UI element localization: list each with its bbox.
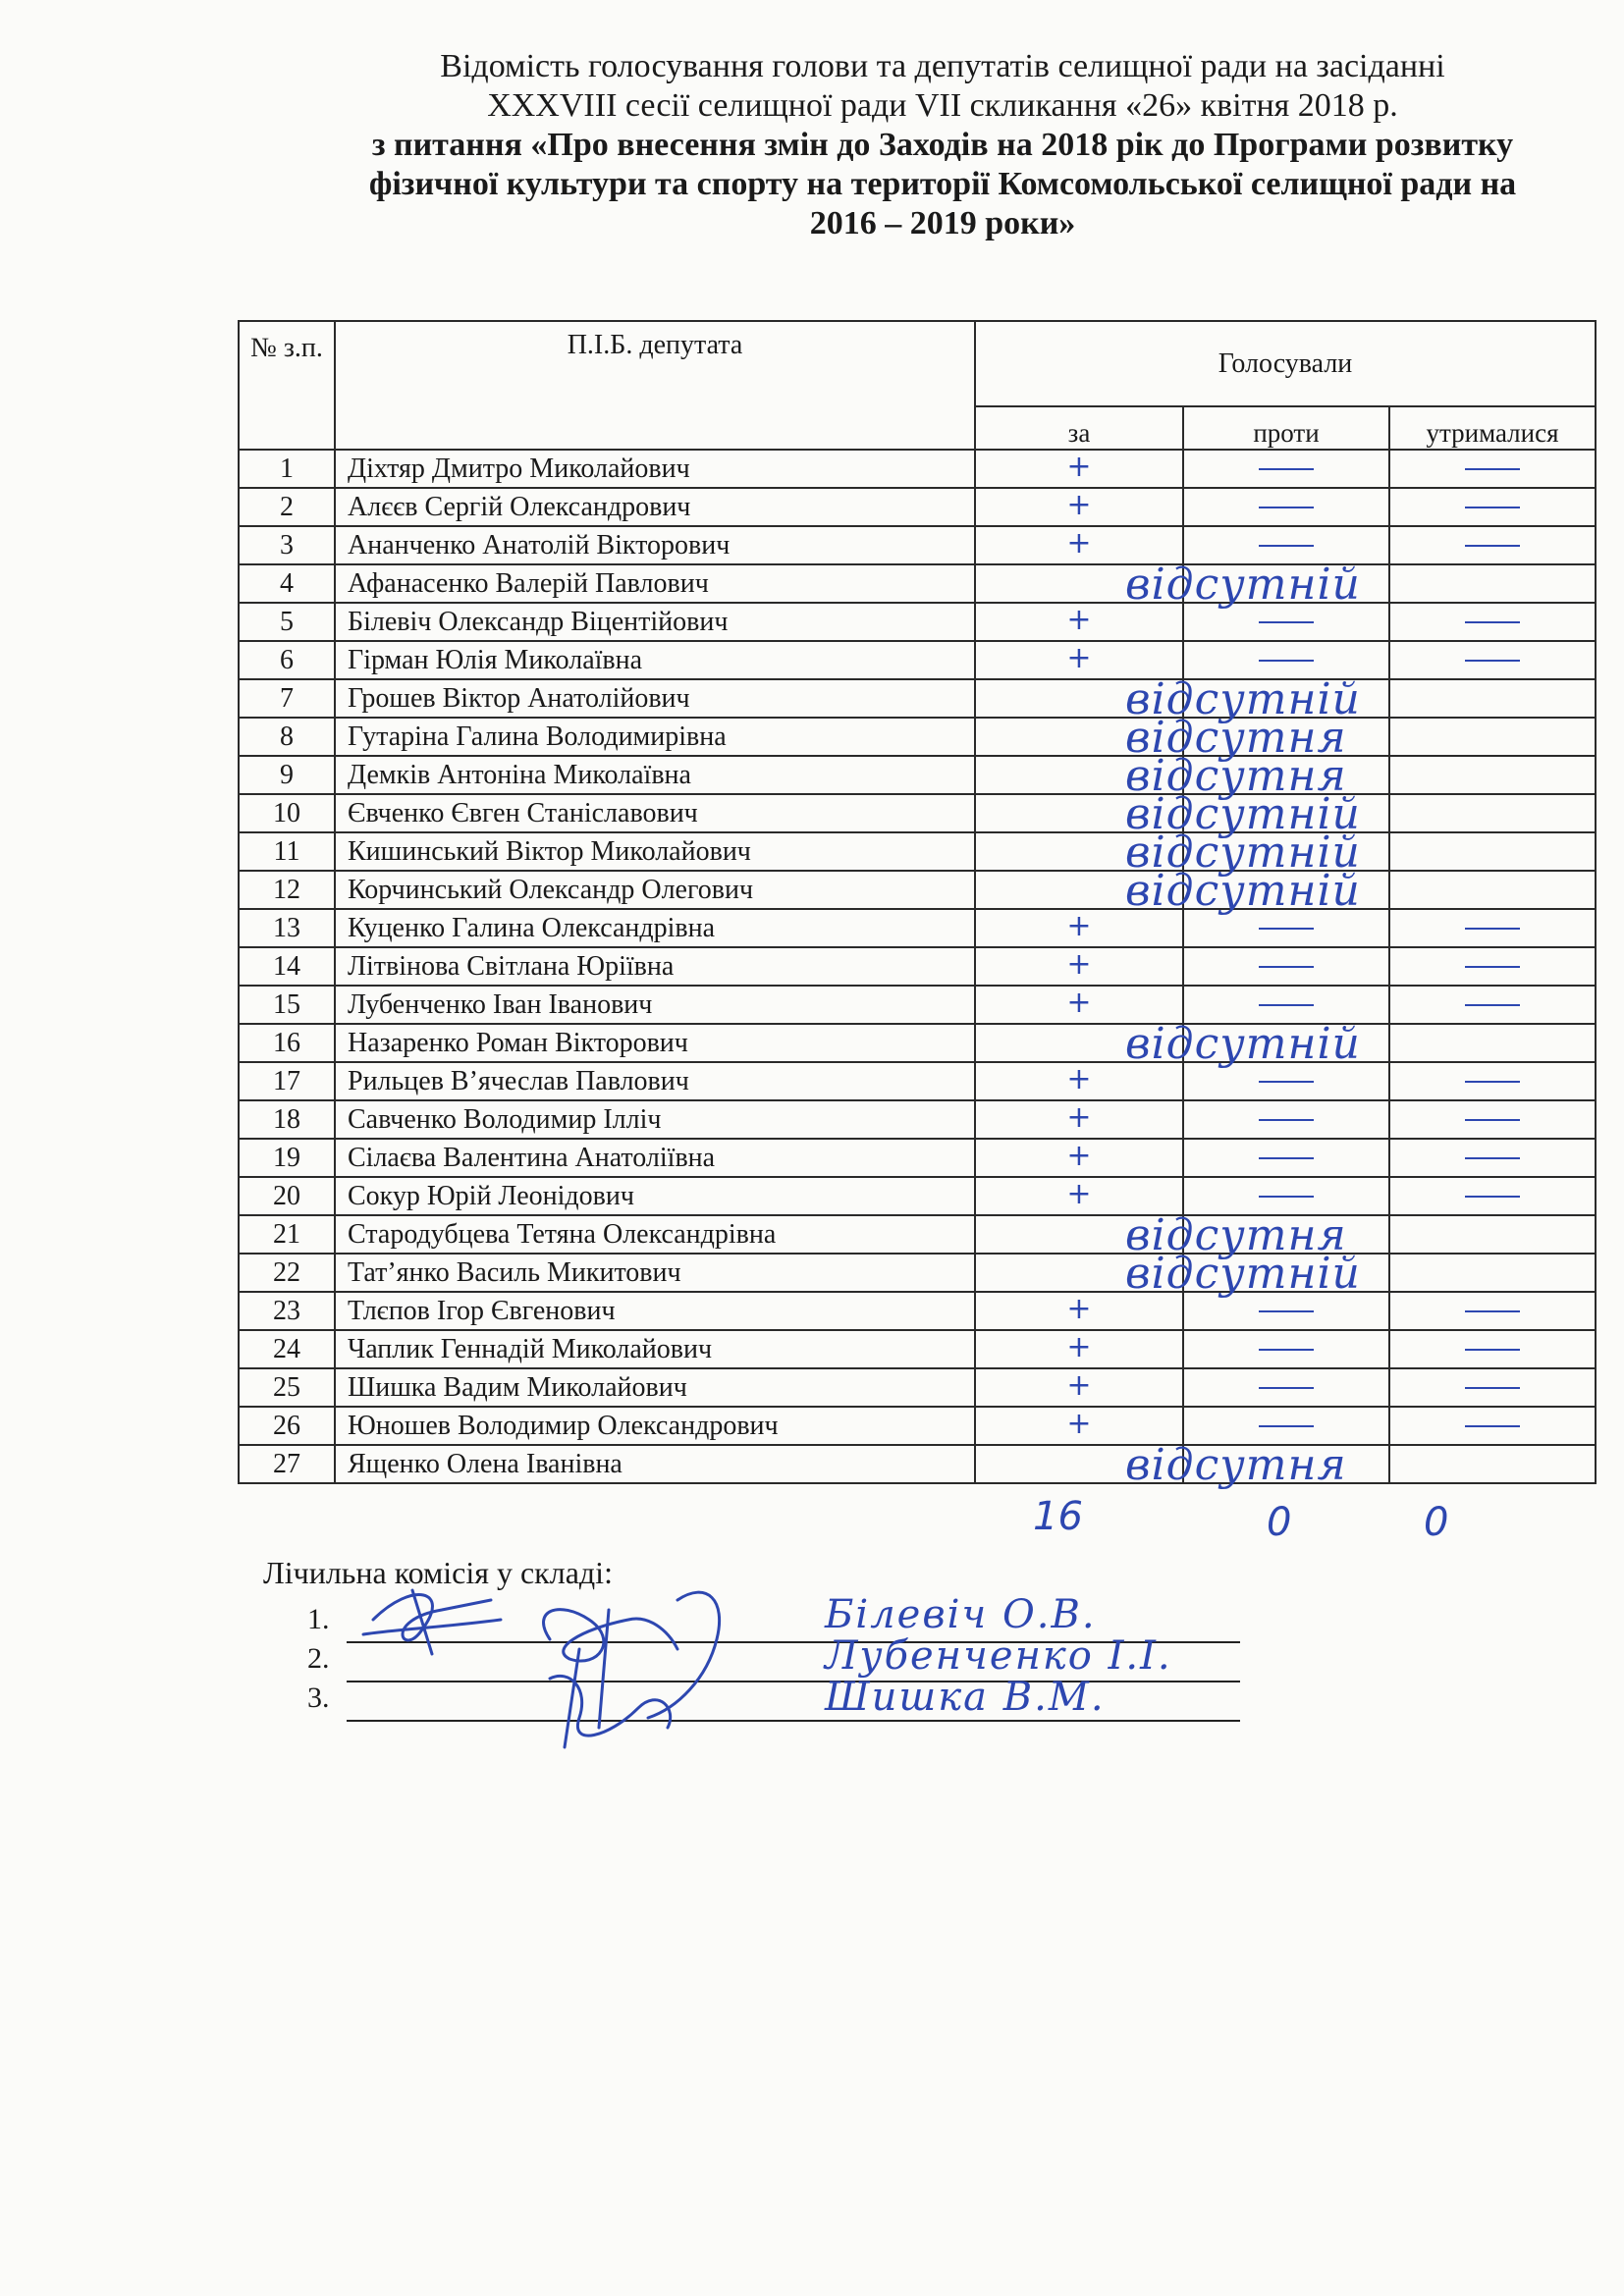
row-number: 26 bbox=[239, 1407, 335, 1445]
handwritten-dash-mark bbox=[1259, 1196, 1314, 1198]
row-number: 2 bbox=[239, 488, 335, 526]
vote-cell-za bbox=[975, 641, 1183, 679]
header-line-3: з питання «Про внесення змін до Заходів на 2018 рік до Програми розвитку bbox=[371, 127, 1514, 163]
vote-cell-za bbox=[975, 986, 1183, 1024]
handwritten-plus-mark: + bbox=[1066, 450, 1092, 484]
vote-cell-proty bbox=[1183, 1100, 1389, 1139]
handwritten-absent-note: відсутній bbox=[1125, 1249, 1361, 1299]
document-header bbox=[285, 47, 1600, 243]
row-number: 7 bbox=[239, 679, 335, 718]
deputy-name: Корчинський Олександр Олегович bbox=[335, 871, 975, 909]
table-row bbox=[239, 947, 1596, 986]
deputy-name: Афанасенко Валерій Павлович bbox=[335, 564, 975, 603]
handwritten-absent-note: відсутній bbox=[1125, 1019, 1361, 1069]
vote-cell-utrymalysia bbox=[1389, 1254, 1596, 1292]
handwritten-plus-mark: + bbox=[1066, 1368, 1092, 1403]
table-row bbox=[239, 718, 1596, 756]
row-number: 14 bbox=[239, 947, 335, 986]
handwritten-dash-mark bbox=[1259, 1119, 1314, 1121]
vote-cell-za bbox=[975, 1019, 1361, 1069]
handwritten-dash-mark bbox=[1465, 507, 1520, 508]
row-number: 18 bbox=[239, 1100, 335, 1139]
deputy-name: Тат’янко Василь Микитович bbox=[335, 1254, 975, 1292]
row-number: 6 bbox=[239, 641, 335, 679]
vote-cell-za bbox=[975, 789, 1361, 839]
deputy-name: Юношев Володимир Олександрович bbox=[335, 1407, 975, 1445]
vote-cell-proty bbox=[1183, 794, 1389, 832]
handwritten-plus-mark: + bbox=[1066, 1407, 1092, 1441]
vote-cell-proty bbox=[1183, 832, 1389, 871]
deputy-name: Савченко Володимир Ілліч bbox=[335, 1100, 975, 1139]
deputy-name: Сокур Юрій Леонідович bbox=[335, 1177, 975, 1215]
vote-cell-proty bbox=[1183, 1139, 1389, 1177]
vote-cell-za bbox=[975, 1292, 1183, 1330]
handwritten-dash-mark bbox=[1465, 1157, 1520, 1159]
row-number: 15 bbox=[239, 986, 335, 1024]
table-row bbox=[239, 1139, 1596, 1177]
table-row bbox=[239, 986, 1596, 1024]
handwritten-dash-mark bbox=[1259, 1157, 1314, 1159]
total-za: 16 bbox=[1033, 1494, 1083, 1539]
vote-cell-za bbox=[975, 1440, 1347, 1490]
vote-cell-utrymalysia bbox=[1389, 679, 1596, 718]
handwritten-dash-mark bbox=[1465, 966, 1520, 968]
total-utrymalysia: 0 bbox=[1424, 1500, 1449, 1545]
handwritten-absent-note: відсутній bbox=[1125, 560, 1361, 610]
row-number: 22 bbox=[239, 1254, 335, 1292]
handwritten-plus-mark: + bbox=[1066, 909, 1092, 943]
deputy-name: Сілаєва Валентина Анатоліївна bbox=[335, 1139, 975, 1177]
row-number: 11 bbox=[239, 832, 335, 871]
vote-cell-proty bbox=[1183, 1254, 1389, 1292]
vote-cell-proty bbox=[1183, 1062, 1389, 1100]
vote-cell-za bbox=[975, 828, 1361, 878]
table-row bbox=[239, 1100, 1596, 1139]
handwritten-dash-mark bbox=[1465, 621, 1520, 623]
handwritten-absent-note: відсутня bbox=[1125, 751, 1347, 801]
table-row bbox=[239, 1445, 1596, 1483]
table-row bbox=[239, 488, 1596, 526]
handwritten-dash-mark bbox=[1465, 1310, 1520, 1312]
deputy-name: Літвінова Світлана Юріївна bbox=[335, 947, 975, 986]
vote-cell-za bbox=[975, 488, 1183, 526]
deputy-name: Євченко Євген Станіславович bbox=[335, 794, 975, 832]
handwritten-plus-mark: + bbox=[1066, 1177, 1092, 1211]
vote-cell-utrymalysia bbox=[1389, 526, 1596, 564]
handwritten-dash-mark bbox=[1465, 928, 1520, 930]
column-header-name: П.І.Б. депутата bbox=[335, 321, 975, 450]
vote-cell-proty bbox=[1183, 1407, 1389, 1445]
handwritten-plus-mark: + bbox=[1066, 1292, 1092, 1326]
header-line-2: XXXVIII сесії селищної ради VII скликання «26» квітня 2018 р. bbox=[487, 87, 1398, 124]
vote-cell-utrymalysia bbox=[1389, 1215, 1596, 1254]
handwritten-plus-mark: + bbox=[1066, 1062, 1092, 1096]
handwritten-plus-mark: + bbox=[1066, 488, 1092, 522]
vote-cell-za bbox=[975, 1139, 1183, 1177]
handwritten-dash-mark bbox=[1259, 545, 1314, 547]
vote-cell-za bbox=[975, 674, 1361, 724]
deputy-name: Ященко Олена Іванівна bbox=[335, 1445, 975, 1483]
vote-cell-za bbox=[975, 603, 1183, 641]
vote-cell-proty bbox=[1183, 1024, 1389, 1062]
vote-cell-proty bbox=[1183, 526, 1389, 564]
header-line-4: фізичної культури та спорту на території Комсомольської селищної ради на bbox=[368, 166, 1517, 202]
table-row bbox=[239, 564, 1596, 603]
handwritten-plus-mark: + bbox=[1066, 526, 1092, 561]
vote-cell-utrymalysia bbox=[1389, 1139, 1596, 1177]
vote-cell-utrymalysia bbox=[1389, 756, 1596, 794]
table-row bbox=[239, 526, 1596, 564]
row-number: 4 bbox=[239, 564, 335, 603]
deputy-name: Діхтяр Дмитро Миколайович bbox=[335, 450, 975, 488]
vote-cell-za bbox=[975, 866, 1361, 916]
row-number: 1 bbox=[239, 450, 335, 488]
vote-cell-utrymalysia bbox=[1389, 1292, 1596, 1330]
deputy-name: Шишка Вадим Миколайович bbox=[335, 1368, 975, 1407]
row-number: 5 bbox=[239, 603, 335, 641]
deputy-name: Ананченко Анатолій Вікторович bbox=[335, 526, 975, 564]
vote-cell-za bbox=[975, 560, 1361, 610]
vote-cell-utrymalysia bbox=[1389, 794, 1596, 832]
vote-cell-utrymalysia bbox=[1389, 909, 1596, 947]
table-row bbox=[239, 909, 1596, 947]
handwritten-dash-mark bbox=[1259, 1310, 1314, 1312]
handwritten-dash-mark bbox=[1259, 507, 1314, 508]
table-row bbox=[239, 1062, 1596, 1100]
vote-cell-utrymalysia bbox=[1389, 1100, 1596, 1139]
table-row bbox=[239, 1254, 1596, 1292]
vote-totals bbox=[0, 1494, 1624, 1553]
row-number: 21 bbox=[239, 1215, 335, 1254]
deputy-name: Кишинський Віктор Миколайович bbox=[335, 832, 975, 871]
deputy-name: Демків Антоніна Миколаївна bbox=[335, 756, 975, 794]
handwritten-dash-mark bbox=[1259, 966, 1314, 968]
row-number: 10 bbox=[239, 794, 335, 832]
vote-cell-utrymalysia bbox=[1389, 1368, 1596, 1407]
vote-cell-proty bbox=[1183, 871, 1389, 909]
handwritten-absent-note: відсутня bbox=[1125, 1210, 1347, 1260]
vote-cell-za bbox=[975, 909, 1183, 947]
header-line-1: Відомість голосування голови та депутатів селищної ради на засіданні bbox=[440, 48, 1445, 84]
handwritten-dash-mark bbox=[1465, 1119, 1520, 1121]
handwritten-dash-mark bbox=[1465, 1387, 1520, 1389]
handwritten-dash-mark bbox=[1259, 1004, 1314, 1006]
row-number: 3 bbox=[239, 526, 335, 564]
deputy-name: Грошев Віктор Анатолійович bbox=[335, 679, 975, 718]
row-number: 12 bbox=[239, 871, 335, 909]
vote-cell-za bbox=[975, 1368, 1183, 1407]
vote-cell-utrymalysia bbox=[1389, 450, 1596, 488]
table-row bbox=[239, 1407, 1596, 1445]
deputy-name: Лубенченко Іван Іванович bbox=[335, 986, 975, 1024]
handwritten-dash-mark bbox=[1465, 1425, 1520, 1427]
handwritten-plus-mark: + bbox=[1066, 1100, 1092, 1135]
handwritten-dash-mark bbox=[1465, 1349, 1520, 1351]
table-row bbox=[239, 794, 1596, 832]
vote-cell-proty bbox=[1183, 1445, 1389, 1483]
commission-title: Лічильна комісія у складі: bbox=[263, 1555, 613, 1590]
deputy-name: Чаплик Геннадій Миколайович bbox=[335, 1330, 975, 1368]
deputy-name: Гутаріна Галина Володимирівна bbox=[335, 718, 975, 756]
row-number: 8 bbox=[239, 718, 335, 756]
vote-cell-za bbox=[975, 450, 1183, 488]
vote-cell-za bbox=[975, 1210, 1347, 1260]
commission-member-1-number: 1. bbox=[307, 1603, 330, 1635]
vote-cell-utrymalysia bbox=[1389, 1445, 1596, 1483]
column-header-utrymalysia: утрималися bbox=[1389, 406, 1596, 450]
vote-cell-utrymalysia bbox=[1389, 564, 1596, 603]
row-number: 16 bbox=[239, 1024, 335, 1062]
vote-cell-proty bbox=[1183, 450, 1389, 488]
header-line-5: 2016 – 2019 роки» bbox=[809, 205, 1076, 241]
handwritten-dash-mark bbox=[1259, 928, 1314, 930]
row-number: 9 bbox=[239, 756, 335, 794]
vote-cell-proty bbox=[1183, 1330, 1389, 1368]
row-number: 24 bbox=[239, 1330, 335, 1368]
row-number: 17 bbox=[239, 1062, 335, 1100]
voting-table-body bbox=[239, 450, 1596, 1490]
vote-cell-za bbox=[975, 1062, 1183, 1100]
vote-cell-za bbox=[975, 526, 1183, 564]
voting-table bbox=[238, 320, 1597, 1490]
handwritten-dash-mark bbox=[1259, 660, 1314, 662]
handwritten-plus-mark: + bbox=[1066, 986, 1092, 1020]
row-number: 13 bbox=[239, 909, 335, 947]
vote-cell-proty bbox=[1183, 1292, 1389, 1330]
handwritten-plus-mark: + bbox=[1066, 603, 1092, 637]
vote-cell-proty bbox=[1183, 488, 1389, 526]
commission-member-2-number: 2. bbox=[307, 1642, 330, 1675]
vote-cell-utrymalysia bbox=[1389, 1407, 1596, 1445]
handwritten-plus-mark: + bbox=[1066, 1139, 1092, 1173]
vote-cell-proty bbox=[1183, 1215, 1389, 1254]
vote-cell-proty bbox=[1183, 603, 1389, 641]
vote-cell-utrymalysia bbox=[1389, 1177, 1596, 1215]
deputy-name: Тлєпов Ігор Євгенович bbox=[335, 1292, 975, 1330]
handwritten-dash-mark bbox=[1259, 468, 1314, 470]
vote-cell-za bbox=[975, 947, 1183, 986]
vote-cell-proty bbox=[1183, 947, 1389, 986]
vote-cell-proty bbox=[1183, 756, 1389, 794]
row-number: 25 bbox=[239, 1368, 335, 1407]
handwritten-absent-note: відсутня bbox=[1125, 713, 1347, 763]
deputy-name: Стародубцева Тетяна Олександрівна bbox=[335, 1215, 975, 1254]
handwritten-dash-mark bbox=[1465, 468, 1520, 470]
deputy-name: Куценко Галина Олександрівна bbox=[335, 909, 975, 947]
handwritten-dash-mark bbox=[1259, 1425, 1314, 1427]
commission-member-2-name: Лубенченко І.І. bbox=[825, 1633, 1172, 1679]
vote-cell-utrymalysia bbox=[1389, 947, 1596, 986]
vote-cell-za bbox=[975, 1177, 1183, 1215]
row-number: 23 bbox=[239, 1292, 335, 1330]
vote-cell-utrymalysia bbox=[1389, 871, 1596, 909]
vote-cell-proty bbox=[1183, 718, 1389, 756]
handwritten-absent-note: відсутній bbox=[1125, 866, 1361, 916]
vote-cell-utrymalysia bbox=[1389, 603, 1596, 641]
vote-cell-proty bbox=[1183, 564, 1389, 603]
table-row bbox=[239, 450, 1596, 488]
handwritten-dash-mark bbox=[1465, 660, 1520, 662]
vote-cell-utrymalysia bbox=[1389, 718, 1596, 756]
handwritten-dash-mark bbox=[1465, 1081, 1520, 1083]
row-number: 20 bbox=[239, 1177, 335, 1215]
signature-scribble-3 bbox=[550, 1649, 671, 1747]
vote-cell-za bbox=[975, 751, 1347, 801]
vote-cell-za bbox=[975, 1330, 1183, 1368]
deputy-name: Алєєв Сергій Олександрович bbox=[335, 488, 975, 526]
handwritten-dash-mark bbox=[1465, 1196, 1520, 1198]
vote-cell-utrymalysia bbox=[1389, 832, 1596, 871]
commission-member-1-name: Білевіч О.В. bbox=[825, 1592, 1097, 1637]
handwritten-absent-note: відсутня bbox=[1125, 1440, 1347, 1490]
signature-scribble-1 bbox=[363, 1590, 501, 1654]
handwritten-dash-mark bbox=[1465, 545, 1520, 547]
handwritten-plus-mark: + bbox=[1066, 947, 1092, 982]
table-row bbox=[239, 1368, 1596, 1407]
vote-cell-utrymalysia bbox=[1389, 1330, 1596, 1368]
handwritten-absent-note: відсутній bbox=[1125, 789, 1361, 839]
column-header-number: № з.п. bbox=[239, 321, 335, 450]
column-header-za: за bbox=[975, 406, 1183, 450]
table-row bbox=[239, 756, 1596, 794]
total-proty: 0 bbox=[1267, 1500, 1292, 1545]
row-number: 27 bbox=[239, 1445, 335, 1483]
handwritten-dash-mark bbox=[1259, 1387, 1314, 1389]
vote-cell-za bbox=[975, 713, 1347, 763]
table-row bbox=[239, 1215, 1596, 1254]
vote-cell-proty bbox=[1183, 1177, 1389, 1215]
table-row bbox=[239, 871, 1596, 909]
table-row bbox=[239, 832, 1596, 871]
table-row bbox=[239, 1292, 1596, 1330]
table-row bbox=[239, 1177, 1596, 1215]
vote-cell-proty bbox=[1183, 909, 1389, 947]
table-row bbox=[239, 641, 1596, 679]
vote-cell-proty bbox=[1183, 641, 1389, 679]
vote-cell-proty bbox=[1183, 1368, 1389, 1407]
deputy-name: Білевіч Олександр Віцентійович bbox=[335, 603, 975, 641]
vote-cell-za bbox=[975, 1100, 1183, 1139]
deputy-name: Назаренко Роман Вікторович bbox=[335, 1024, 975, 1062]
handwritten-dash-mark bbox=[1259, 1081, 1314, 1083]
table-row bbox=[239, 603, 1596, 641]
vote-cell-proty bbox=[1183, 986, 1389, 1024]
vote-cell-za bbox=[975, 1249, 1361, 1299]
column-header-proty: проти bbox=[1183, 406, 1389, 450]
vote-cell-za bbox=[975, 1407, 1183, 1445]
handwritten-dash-mark bbox=[1465, 1004, 1520, 1006]
vote-cell-utrymalysia bbox=[1389, 1062, 1596, 1100]
commission-member-3-name: Шишка В.М. bbox=[825, 1675, 1106, 1720]
handwritten-signatures bbox=[353, 1561, 805, 1757]
vote-cell-utrymalysia bbox=[1389, 986, 1596, 1024]
table-row bbox=[239, 1024, 1596, 1062]
handwritten-plus-mark: + bbox=[1066, 1330, 1092, 1364]
commission-member-3-number: 3. bbox=[307, 1682, 330, 1714]
handwritten-dash-mark bbox=[1259, 621, 1314, 623]
handwritten-dash-mark bbox=[1259, 1349, 1314, 1351]
table-row bbox=[239, 679, 1596, 718]
deputy-name: Гірман Юлія Миколаївна bbox=[335, 641, 975, 679]
vote-cell-utrymalysia bbox=[1389, 1024, 1596, 1062]
vote-cell-utrymalysia bbox=[1389, 641, 1596, 679]
deputy-name: Рильцев В’ячеслав Павлович bbox=[335, 1062, 975, 1100]
table-row bbox=[239, 1330, 1596, 1368]
handwritten-absent-note: відсутній bbox=[1125, 674, 1361, 724]
vote-cell-proty bbox=[1183, 679, 1389, 718]
handwritten-absent-note: відсутній bbox=[1125, 828, 1361, 878]
column-header-voted: Голосували bbox=[975, 321, 1596, 406]
handwritten-plus-mark: + bbox=[1066, 641, 1092, 675]
row-number: 19 bbox=[239, 1139, 335, 1177]
vote-cell-utrymalysia bbox=[1389, 488, 1596, 526]
